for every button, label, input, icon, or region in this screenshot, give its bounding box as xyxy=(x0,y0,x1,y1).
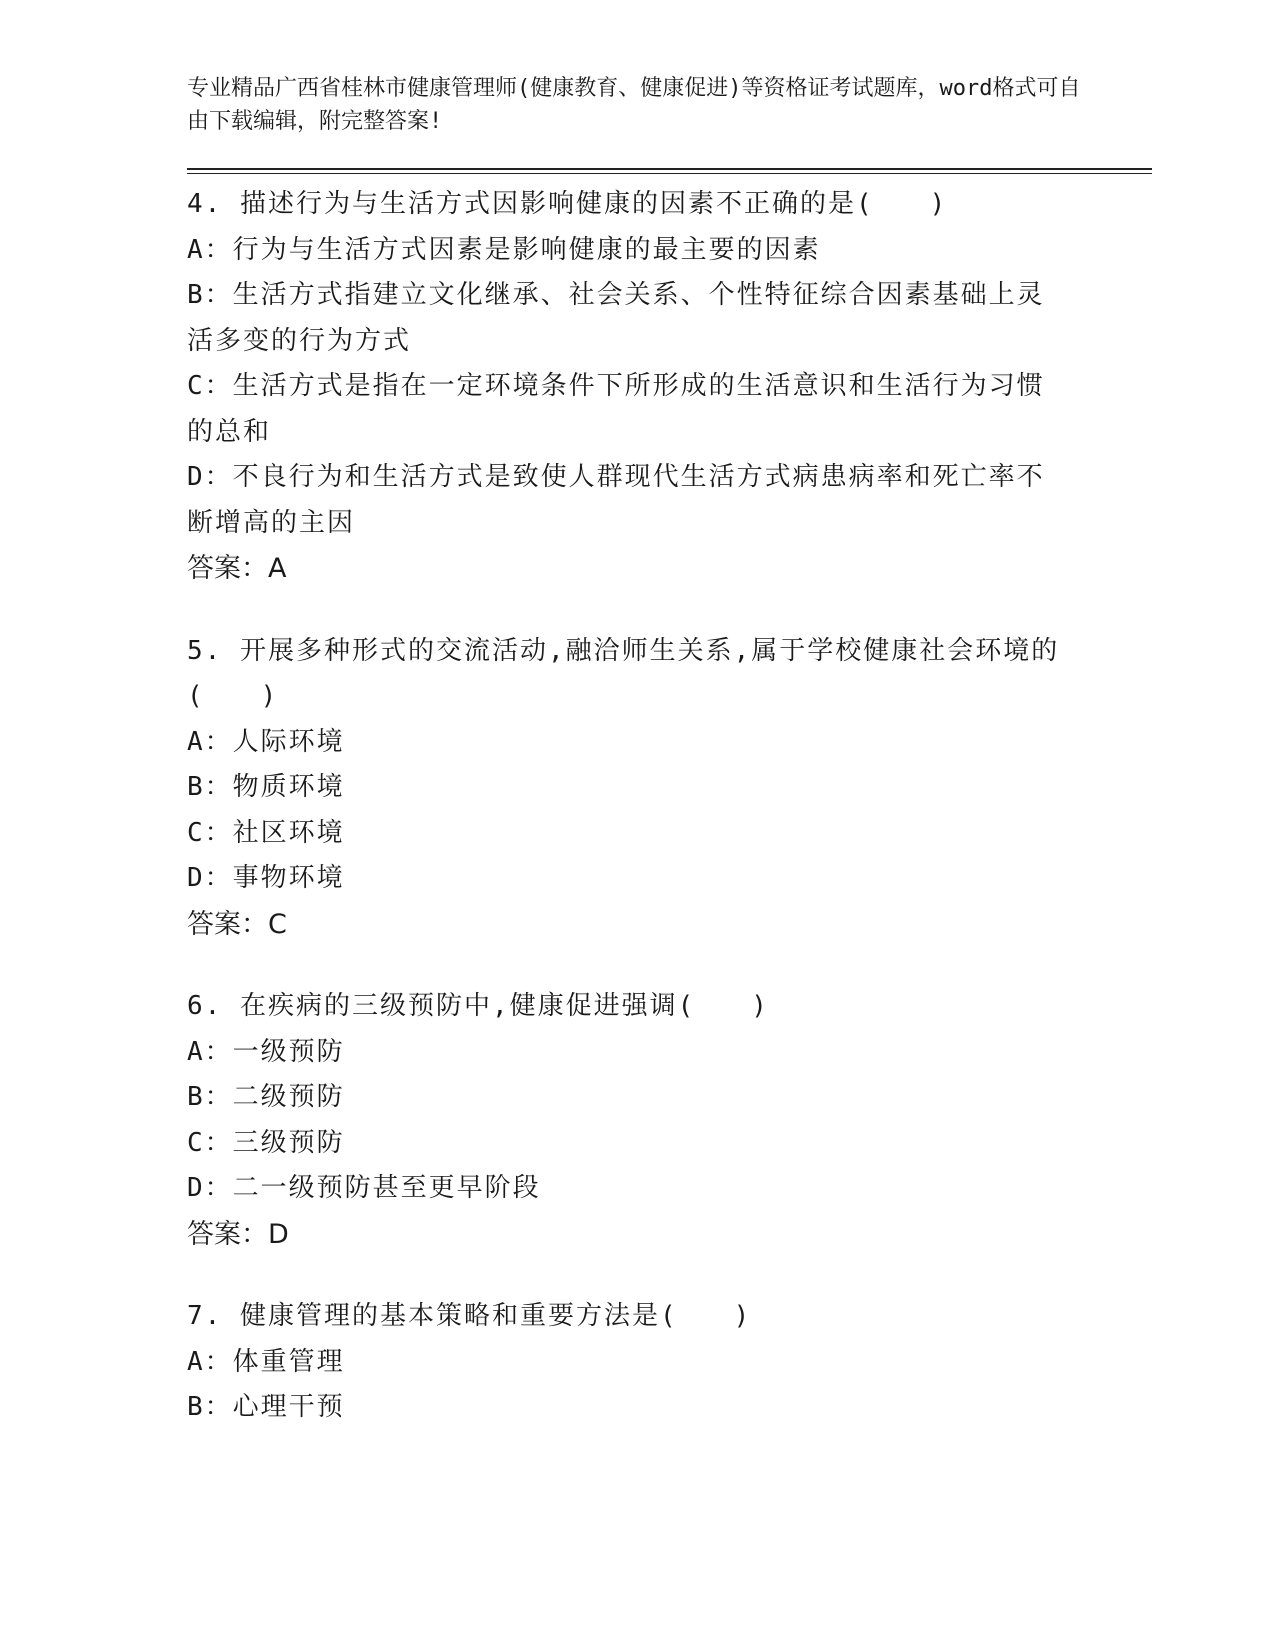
question-stem: 7. 健康管理的基本策略和重要方法是( ) xyxy=(187,1301,752,1331)
option-a: A：体重管理 xyxy=(187,1346,345,1377)
option-b: B：物质环境 xyxy=(187,772,345,802)
question-list xyxy=(187,182,1152,1431)
question-7 xyxy=(187,1294,1152,1431)
question-stem: 4. 描述行为与生活方式因影响健康的因素不正确的是( ) xyxy=(187,189,948,219)
option-a: A：人际环境 xyxy=(187,726,345,757)
option-c: C：社区环境 xyxy=(187,817,345,848)
question-6 xyxy=(187,984,1152,1257)
question-stem: 5. 开展多种形式的交流活动,融洽师生关系,属于学校健康社会环境的( ) xyxy=(187,635,1060,711)
document-page xyxy=(187,72,1152,1468)
question-4 xyxy=(187,182,1152,592)
option-d: D：事物环境 xyxy=(187,863,345,893)
option-b: B：心理干预 xyxy=(187,1392,345,1422)
question-stem: 6. 在疾病的三级预防中,健康促进强调( ) xyxy=(187,991,769,1021)
option-b: B：生活方式指建立文化继承、社会关系、个性特征综合因素基础上灵活多变的行为方式 xyxy=(187,280,1045,356)
answer: 答案：A xyxy=(187,553,287,584)
document-header: 专业精品广西省桂林市健康管理师(健康教育、健康促进)等资格证考试题库，word格式可自由下载编辑，附完整答案! xyxy=(187,76,1081,134)
option-b: B：二级预防 xyxy=(187,1082,345,1112)
question-5 xyxy=(187,629,1152,948)
option-c: C：三级预防 xyxy=(187,1127,345,1158)
answer: 答案：C xyxy=(187,908,287,940)
option-d: D：二一级预防甚至更早阶段 xyxy=(187,1173,541,1203)
option-d: D：不良行为和生活方式是致使人群现代生活方式病患病率和死亡率不断增高的主因 xyxy=(187,462,1045,538)
answer: 答案：D xyxy=(187,1218,289,1250)
header-divider xyxy=(187,168,1152,174)
option-a: A：一级预防 xyxy=(187,1036,345,1067)
option-a: A：行为与生活方式因素是影响健康的最主要的因素 xyxy=(187,234,821,265)
option-c: C：生活方式是指在一定环境条件下所形成的生活意识和生活行为习惯的总和 xyxy=(187,371,1045,447)
